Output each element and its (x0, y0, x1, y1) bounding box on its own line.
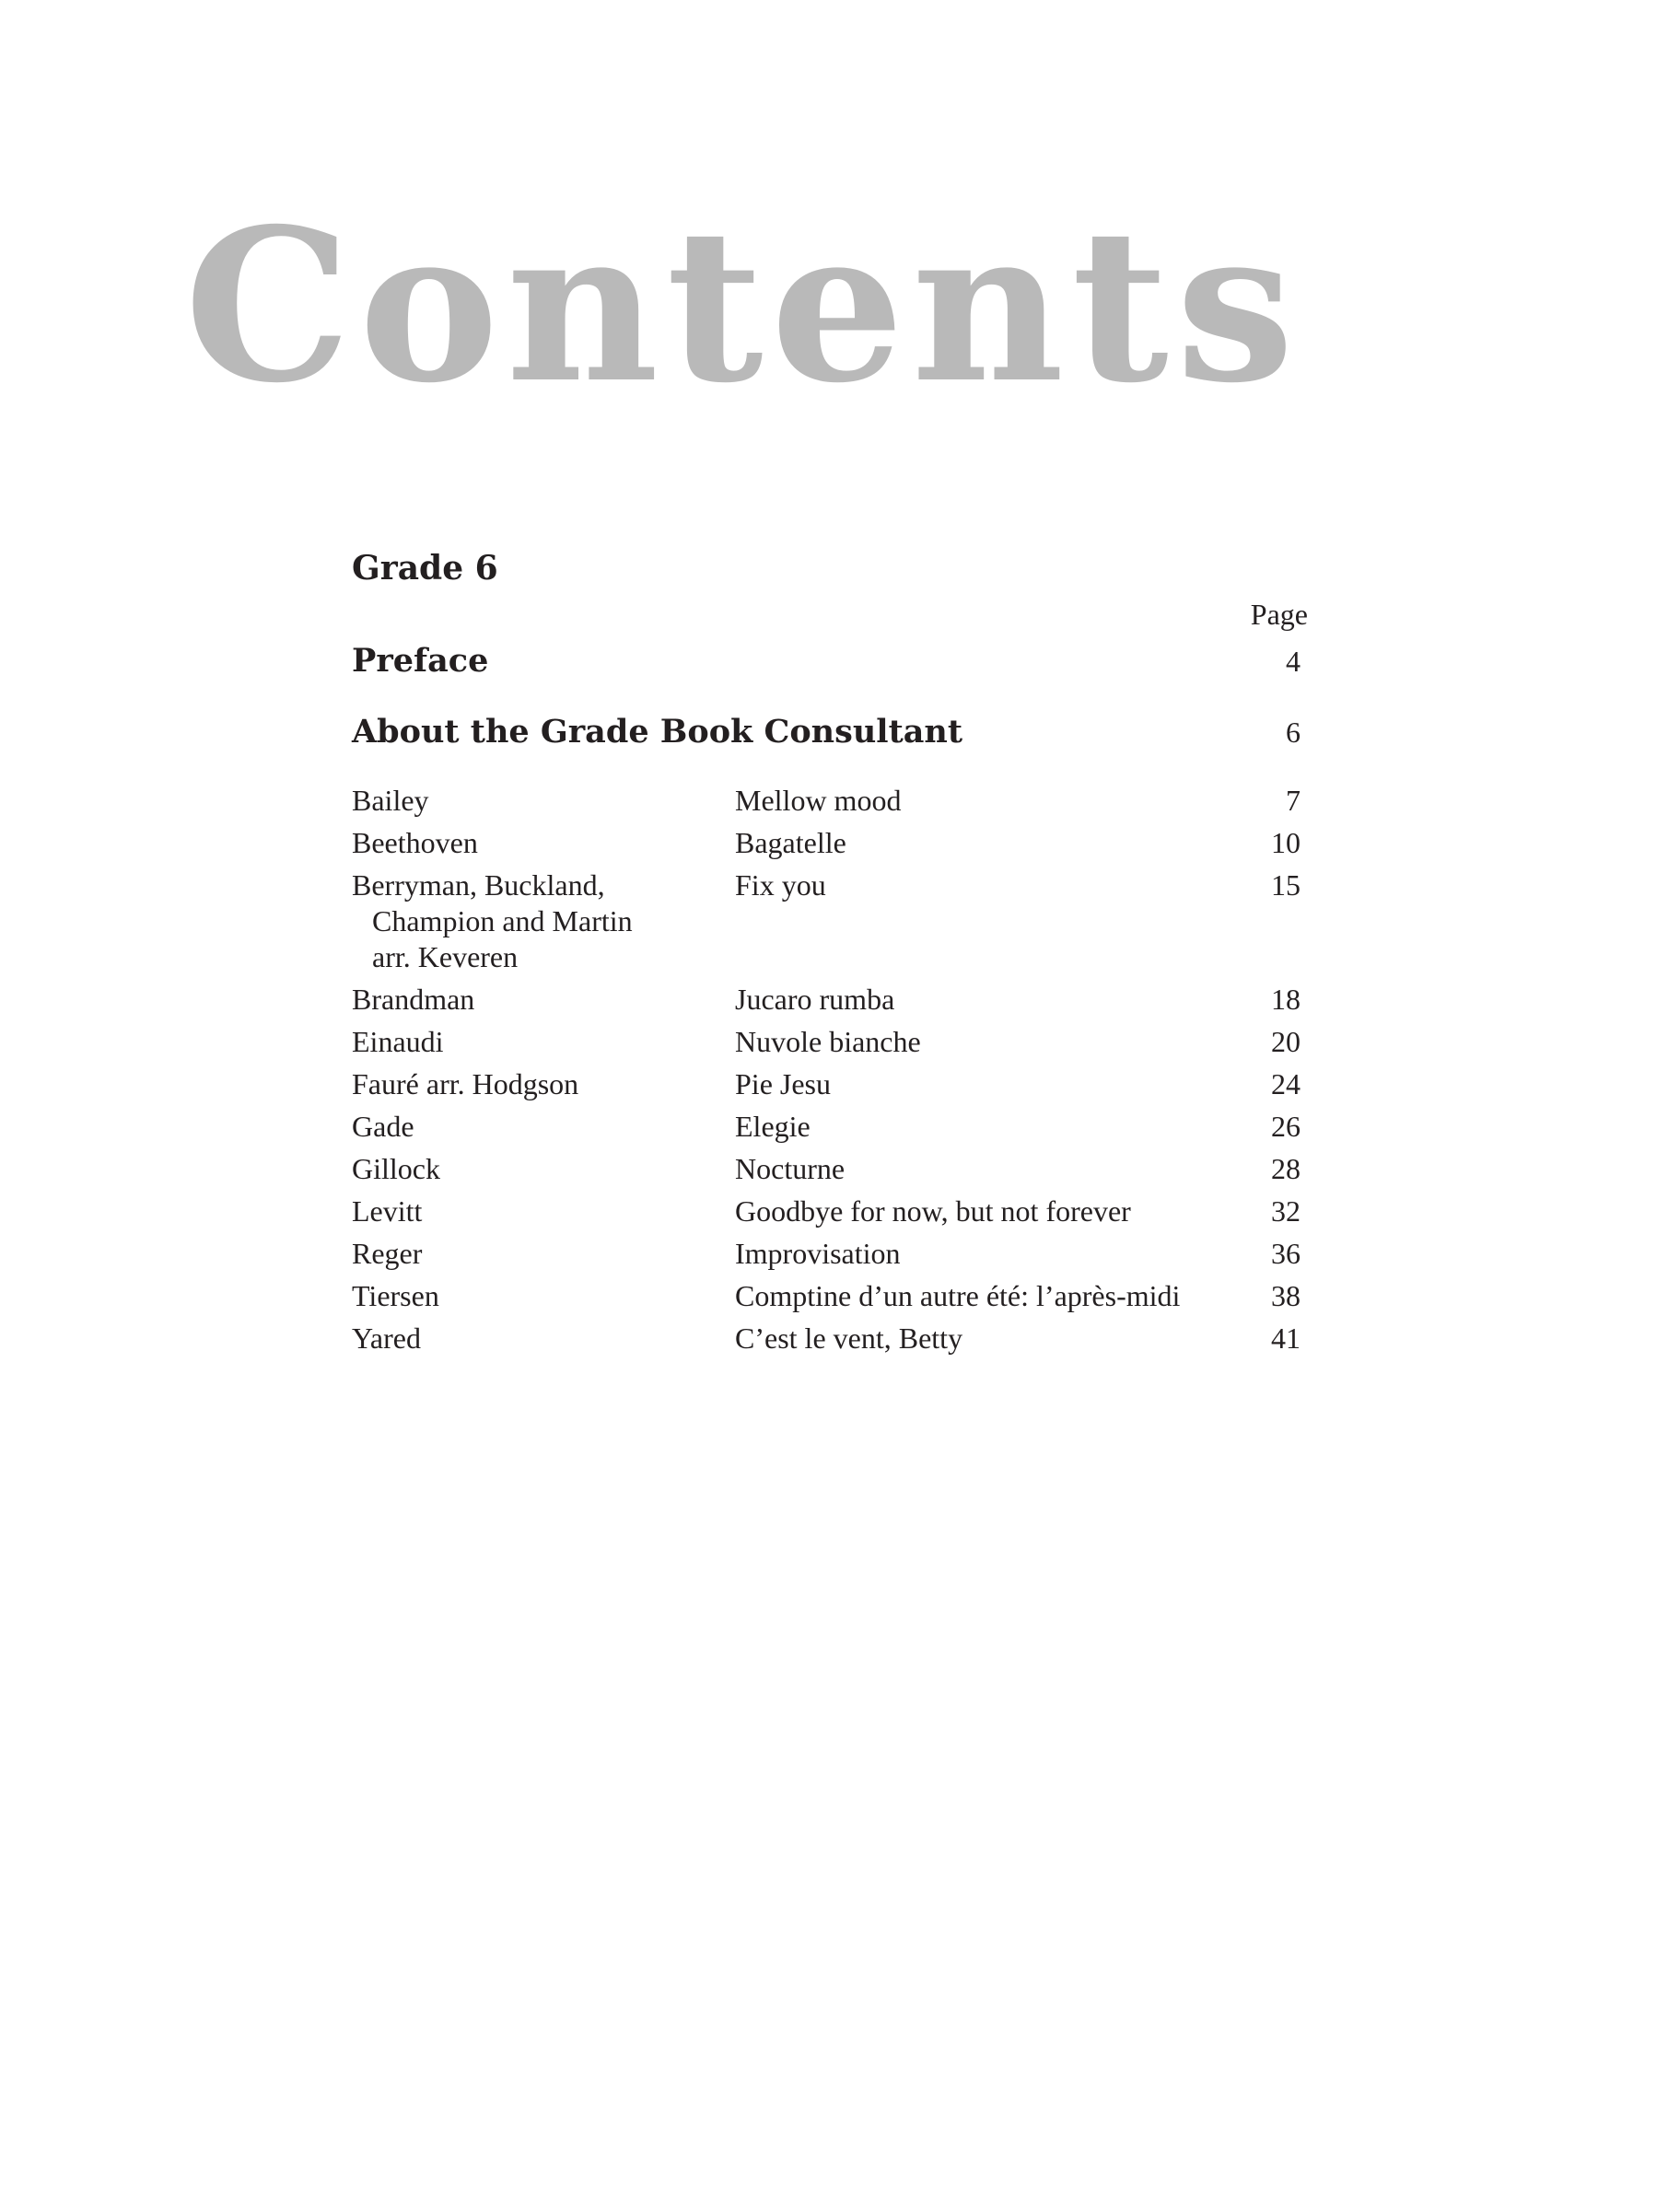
composer-name (352, 1321, 729, 1356)
piece-title: Jucaro rumba (735, 983, 895, 1016)
section-title: About the Grade Book Consultant (352, 713, 963, 751)
page-title: Contents (184, 182, 1302, 429)
composer-name (352, 1193, 729, 1229)
list-item (352, 825, 1301, 861)
page-number: 32 (1271, 1194, 1301, 1228)
section-entry-preface (352, 638, 1301, 684)
section-page-number: 6 (1286, 716, 1301, 749)
list-item (352, 1321, 1301, 1356)
page-number: 38 (1271, 1279, 1301, 1312)
piece-title: Pie Jesu (735, 1067, 831, 1100)
list-item (352, 1109, 1301, 1145)
piece-title: Improvisation (735, 1237, 901, 1270)
list-item (352, 1066, 1301, 1102)
piece-title: Nocturne (735, 1152, 846, 1185)
list-item (352, 982, 1301, 1018)
list-item (352, 1236, 1301, 1272)
composer-line: Tiersen (352, 1279, 439, 1312)
composer-line: Bailey (352, 784, 429, 817)
list-item (352, 1193, 1301, 1229)
list-item (352, 1151, 1301, 1187)
section-page-number: 4 (1286, 645, 1301, 678)
page-number: 41 (1271, 1321, 1301, 1355)
composer-name (352, 1278, 729, 1314)
page-number: 36 (1271, 1237, 1301, 1270)
composer-line: Fauré arr. Hodgson (352, 1067, 579, 1100)
page-number: 18 (1271, 983, 1301, 1016)
composer-name (352, 1236, 729, 1272)
composer-line: Gillock (352, 1152, 440, 1185)
piece-title: C’est le vent, Betty (735, 1321, 963, 1355)
page-number: 24 (1271, 1067, 1301, 1100)
page-column-header: Page (1250, 598, 1308, 631)
list-item (352, 1278, 1301, 1314)
composer-name (352, 1024, 729, 1060)
piece-title: Nuvole bianche (735, 1025, 921, 1058)
piece-title: Fix you (735, 868, 826, 902)
composer-line: Berryman, Buckland, (352, 868, 605, 902)
list-item (352, 1024, 1301, 1060)
page-number: 26 (1271, 1110, 1301, 1143)
composer-line: Gade (352, 1110, 414, 1143)
page-number: 7 (1286, 784, 1301, 817)
piece-title: Bagatelle (735, 826, 846, 859)
composer-line: Beethoven (352, 826, 478, 859)
grade-heading: Grade 6 (352, 549, 498, 588)
composer-line: Yared (352, 1321, 421, 1355)
composer-name (352, 825, 729, 861)
composer-name (352, 982, 729, 1018)
composer-name (352, 1066, 729, 1102)
page-number: 28 (1271, 1152, 1301, 1185)
composer-line: Champion and Martin (372, 904, 633, 937)
composer-name (352, 1109, 729, 1145)
composer-line: Levitt (352, 1194, 423, 1228)
page-number: 20 (1271, 1025, 1301, 1058)
section-title: Preface (352, 642, 489, 680)
piece-title: Goodbye for now, but not forever (735, 1194, 1131, 1228)
list-item (352, 867, 1301, 975)
contents-list (352, 783, 1301, 1363)
composer-name (352, 783, 729, 819)
composer-name (352, 867, 729, 975)
composer-line: arr. Keveren (372, 940, 519, 973)
page-number: 10 (1271, 826, 1301, 859)
composer-line: Reger (352, 1237, 423, 1270)
page-number: 15 (1271, 868, 1301, 902)
composer-line: Brandman (352, 983, 475, 1016)
composer-name (352, 1151, 729, 1187)
list-item (352, 783, 1301, 819)
piece-title: Elegie (735, 1110, 811, 1143)
piece-title: Comptine d’un autre été: l’après-midi (735, 1279, 1181, 1312)
composer-line: Einaudi (352, 1025, 444, 1058)
piece-title: Mellow mood (735, 784, 902, 817)
section-entry-about-consultant (352, 709, 1301, 755)
